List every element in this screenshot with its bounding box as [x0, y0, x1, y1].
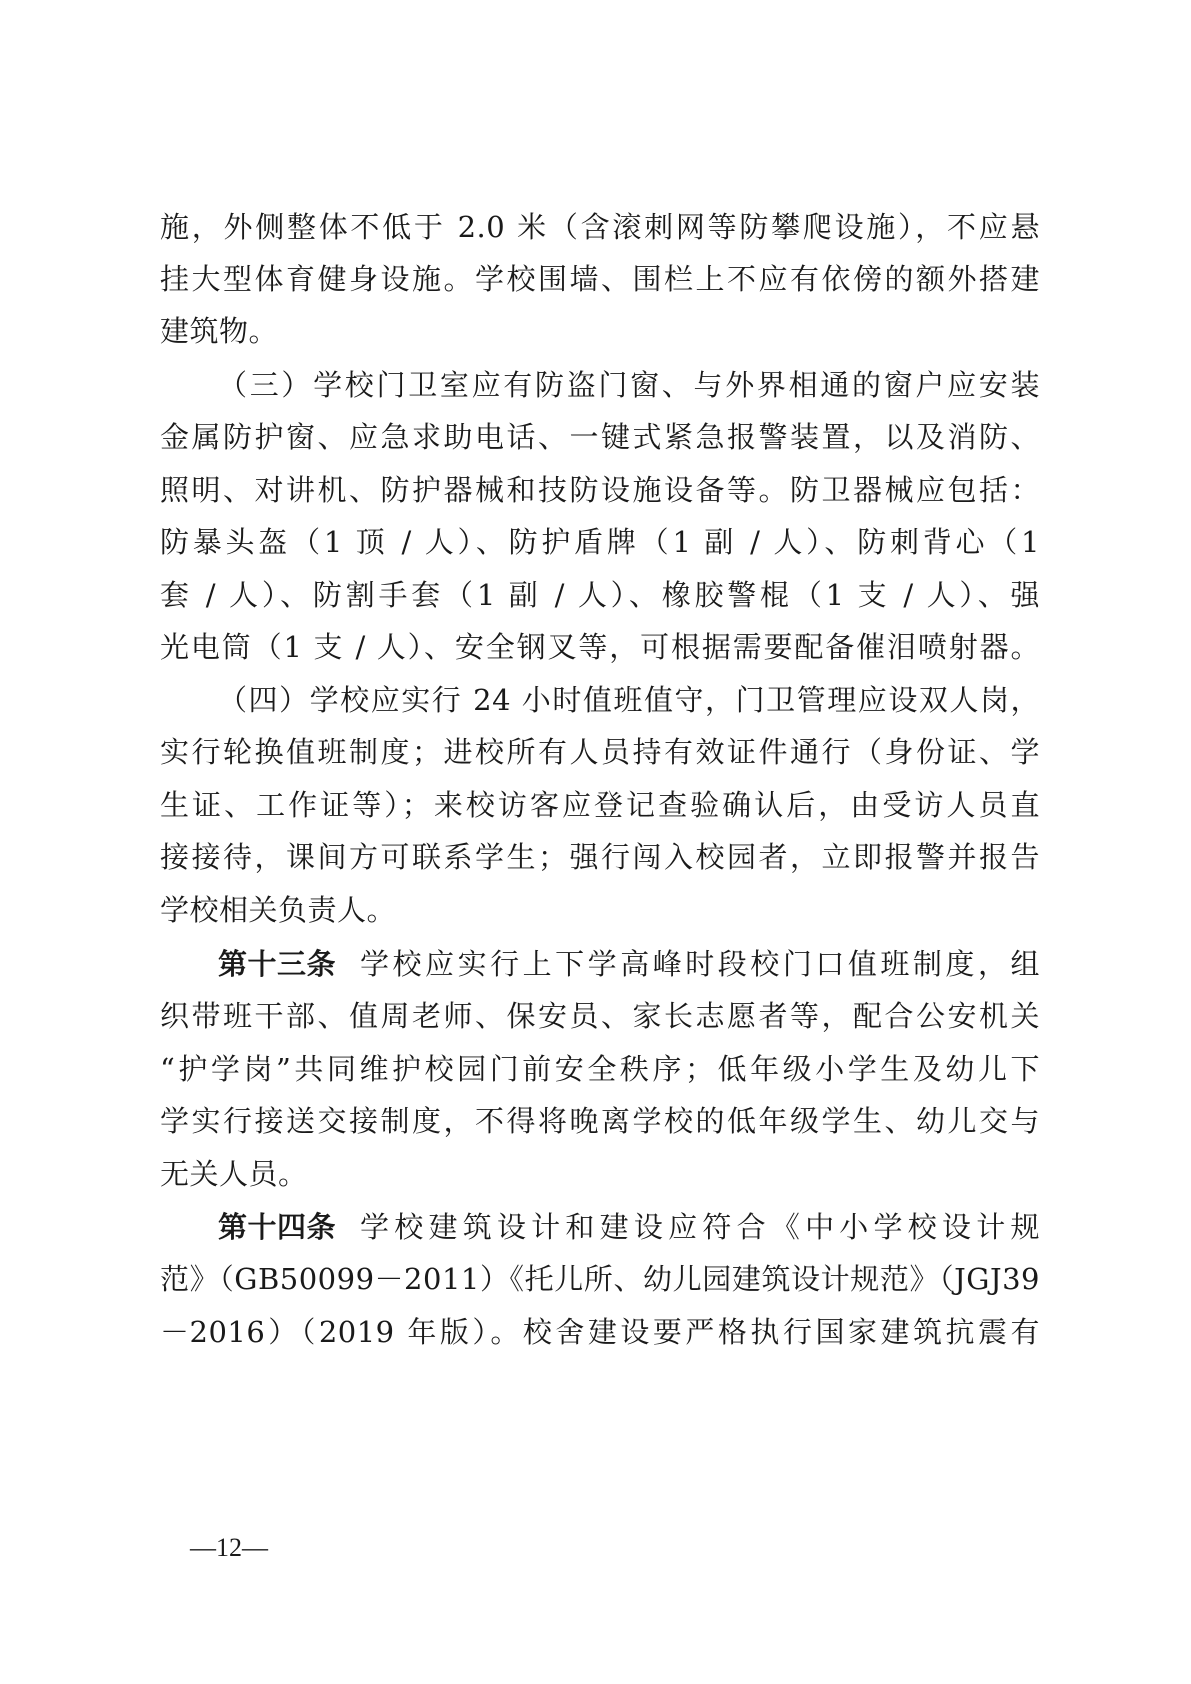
article-13-label: 第十三条: [218, 947, 337, 981]
article-14-label: 第十四条: [218, 1210, 337, 1244]
text-line: 挂大型体育健身设施。学校围墙、围栏上不应有依傍的额外搭建: [160, 262, 1040, 296]
text-line: 学校相关负责人。: [160, 893, 397, 927]
text-line: 织带班干部、值周老师、保安员、家长志愿者等，配合公安机关: [160, 999, 1040, 1033]
text-line: 学校应实行上下学高峰时段校门口值班制度，组: [360, 947, 1040, 981]
text-line: （三）学校门卫室应有防盗门窗、与外界相通的窗户应安装: [218, 368, 1040, 402]
text-line: 套 / 人）、防割手套（1 副 / 人）、橡胶警棍（1 支 / 人）、强: [160, 578, 1040, 612]
text-line: 学实行接送交接制度，不得将晚离学校的低年级学生、幼儿交与: [160, 1104, 1040, 1138]
text-line: 无关人员。: [160, 1157, 308, 1191]
text-line: 照明、对讲机、防护器械和技防设施设备等。防卫器械应包括：: [160, 473, 1040, 507]
text-line: 生证、工作证等）；来校访客应登记查验确认后，由受访人员直: [160, 788, 1040, 822]
text-line: 金属防护窗、应急求助电话、一键式紧急报警装置，以及消防、: [160, 420, 1040, 454]
text-line: 施，外侧整体不低于 2.0 米（含滚刺网等防攀爬设施），不应悬: [160, 210, 1040, 244]
text-line: 防暴头盔（1 顶 / 人）、防护盾牌（1 副 / 人）、防刺背心（1: [160, 525, 1040, 559]
text-line: 建筑物。: [160, 314, 279, 348]
text-line: “护学岗”共同维护校园门前安全秩序；低年级小学生及幼儿下: [160, 1052, 1040, 1086]
text-line: （四）学校应实行 24 小时值班值守，门卫管理应设双人岗，: [218, 683, 1040, 717]
text-line: 范》（GB50099－2011）《托儿所、幼儿园建筑设计规范》（JGJ39: [160, 1262, 1040, 1296]
text-line: 实行轮换值班制度；进校所有人员持有效证件通行（身份证、学: [160, 735, 1040, 769]
text-line: 接接待，课间方可联系学生；强行闯入校园者，立即报警并报告: [160, 840, 1040, 874]
page-number: —12—: [190, 1533, 268, 1562]
text-line: 光电筒（1 支 / 人）、安全钢叉等，可根据需要配备催泪喷射器。: [160, 630, 1040, 664]
text-line: 学校建筑设计和建设应符合《中小学校设计规: [360, 1210, 1040, 1244]
text-line: －2016）（2019 年版）。校舍建设要严格执行国家建筑抗震有: [160, 1315, 1040, 1349]
